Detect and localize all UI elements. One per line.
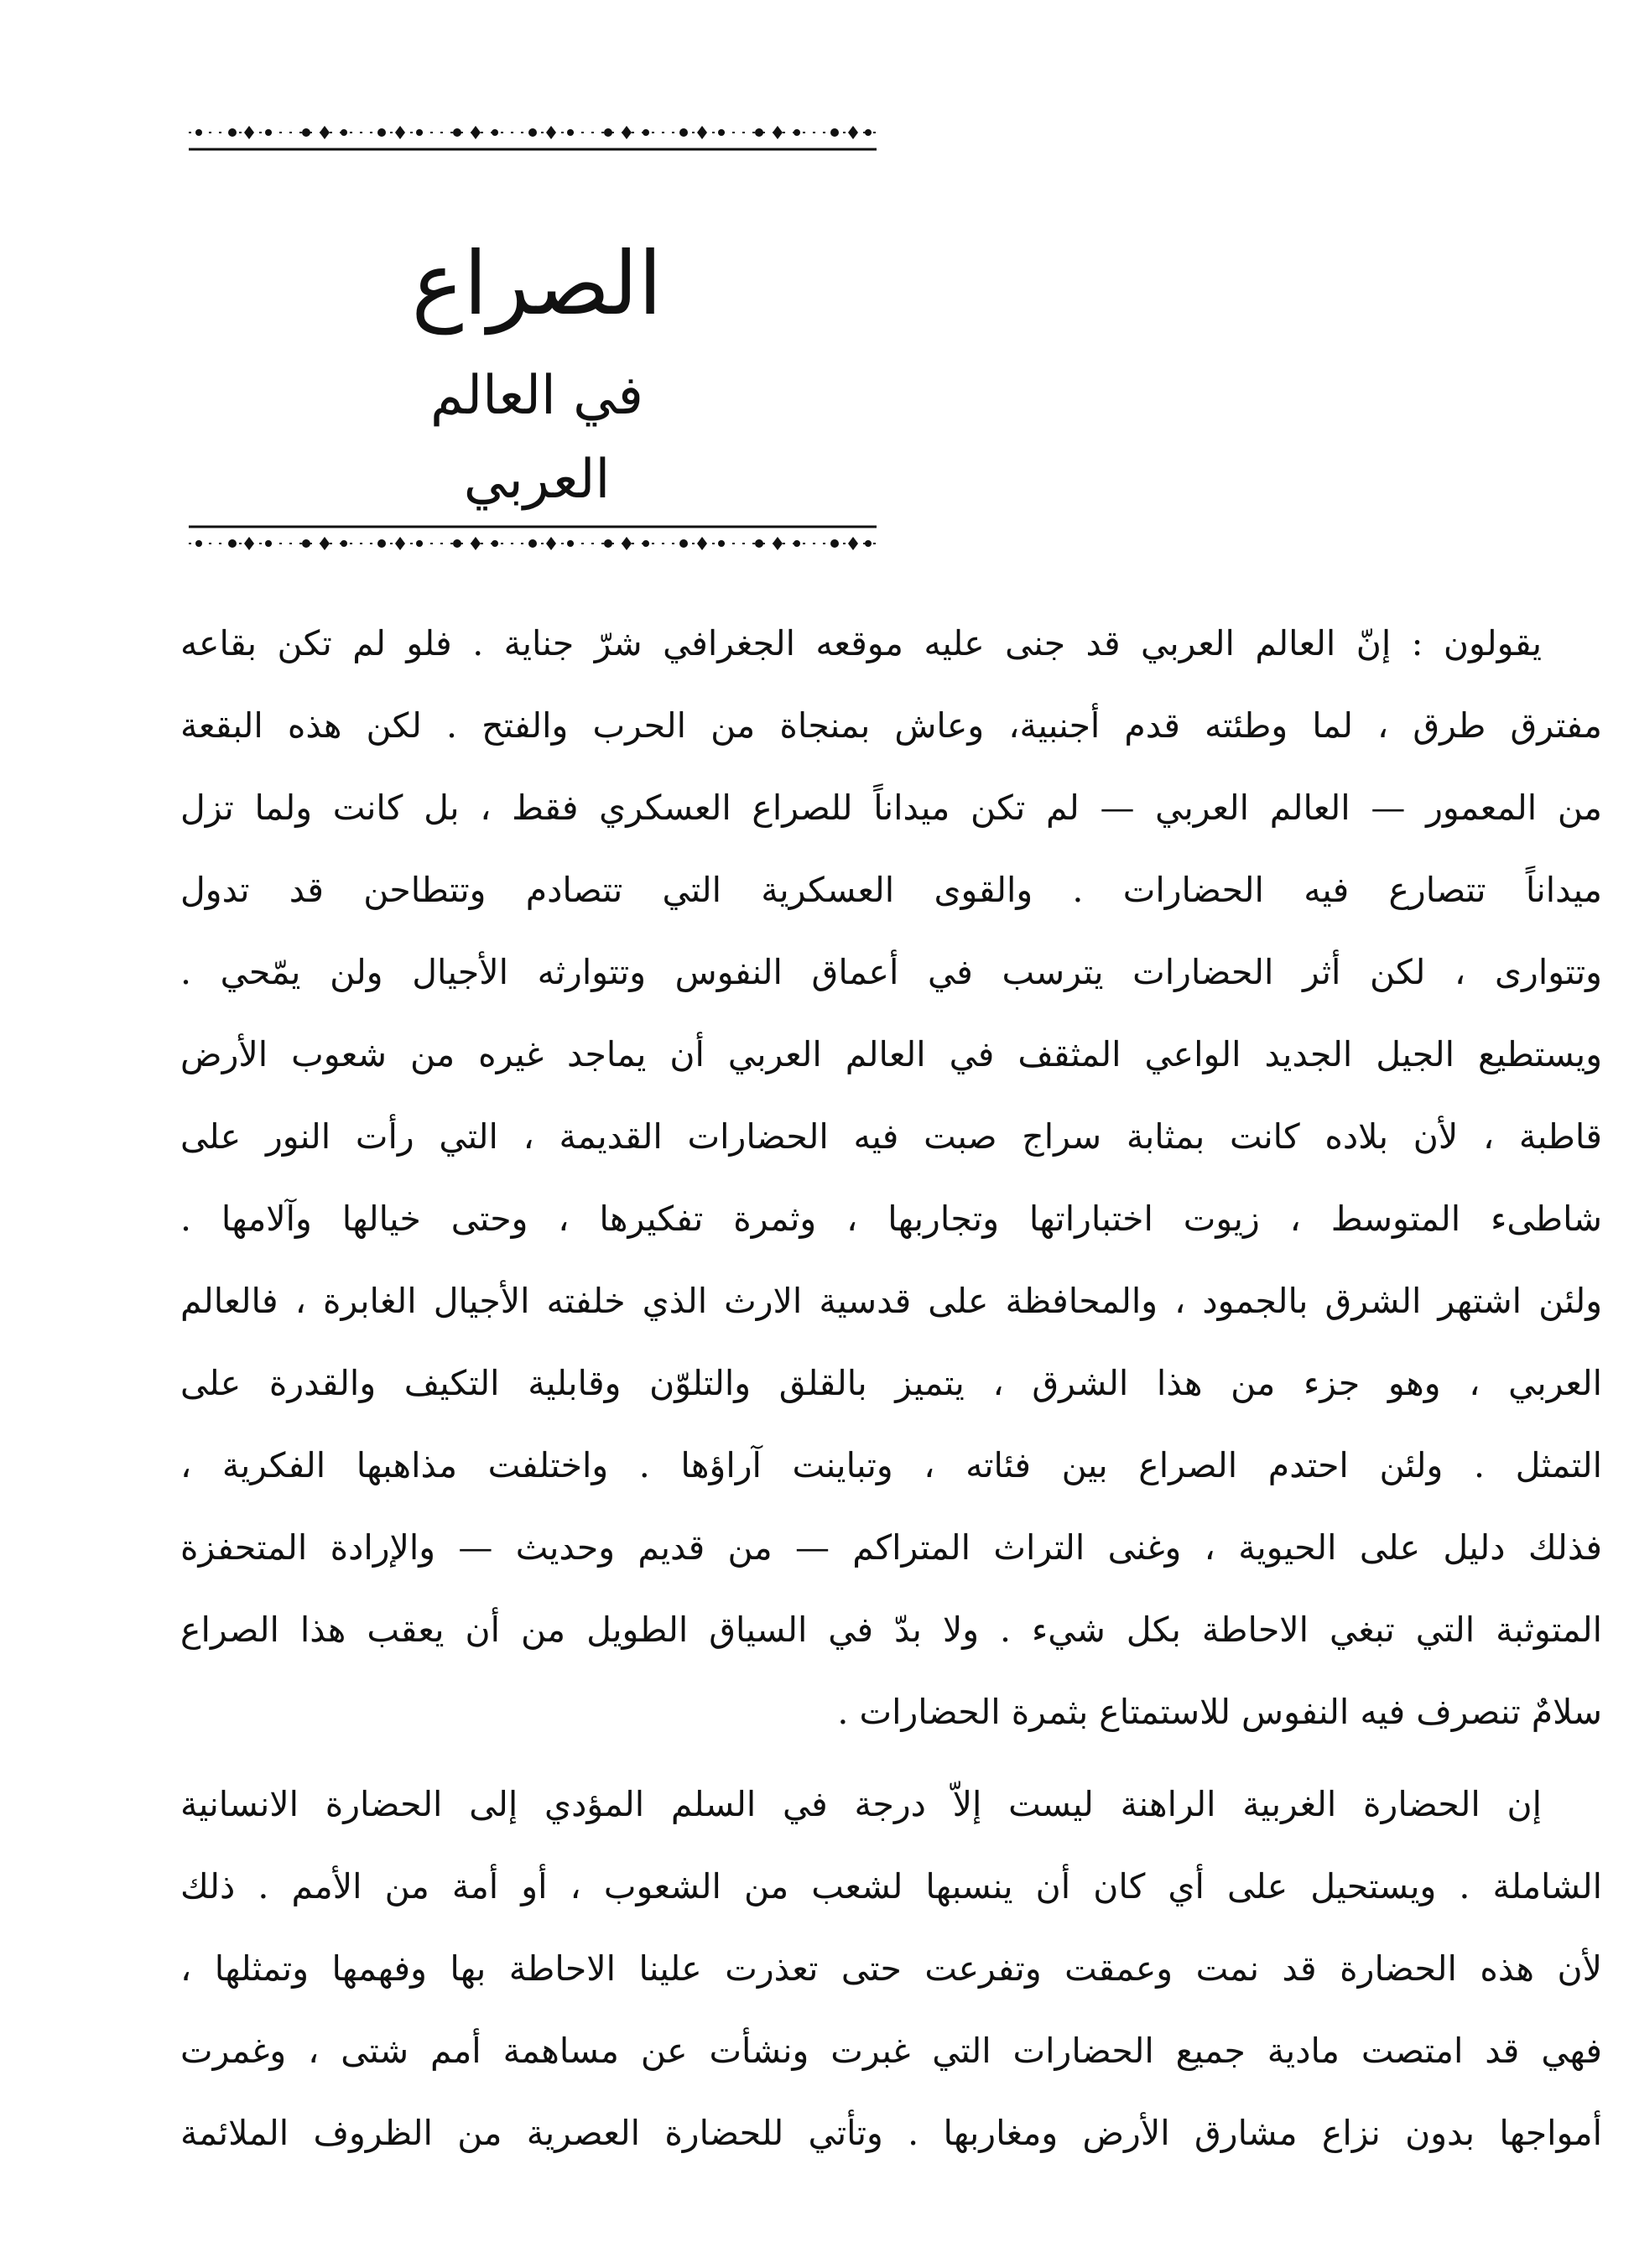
text-line: ويستطيع الجيل الجديد الواعي المثقف في العالم العربي أن يماجد غيره من شعوب الأرض — [180, 1034, 1602, 1074]
text-line: المتوثبة التي تبغي الاحاطة بكل شيء . ولا بدّ في السياق الطويل من أن يعقب هذا الصراع — [180, 1610, 1602, 1650]
paragraph — [180, 602, 1602, 1753]
text-line: ولئن اشتهر الشرق بالجمود ، والمحافظة على قدسية الارث الذي خلفته الأجيال الغابرة ، فالعالم — [180, 1281, 1602, 1321]
body-text — [180, 602, 1602, 2174]
text-line: فذلك دليل على الحيوية ، وغنى التراث المتراكم — من قديم وحديث — والإرادة المتحفزة — [180, 1527, 1602, 1568]
text-line: العربي ، وهو جزء من هذا الشرق ، يتميز بالقلق والتلوّن وقابلية التكيف والقدرة على — [180, 1363, 1602, 1403]
text-line: ميداناً تتصارع فيه الحضارات . والقوى العسكرية التي تتصادم وتتطاحن قد تدول — [180, 870, 1602, 910]
text-line: من المعمور — العالم العربي — لم تكن ميداناً للصراع العسكري فقط ، بل كانت ولما تزل — [180, 788, 1602, 828]
text-line: أمواجها بدون نزاع مشارق الأرض ومغاربها . وتأتي للحضارة العصرية من الظروف الملائمة — [180, 2113, 1602, 2153]
chapter-title: الصراع — [411, 232, 663, 335]
bottom-ornamental-rule — [189, 522, 877, 559]
text-line: يقولون : إنّ العالم العربي قد جنى عليه موقعه الجغرافي شرّ جناية . فلو لم تكن بقاعه — [180, 623, 1542, 663]
text-line: سلامٌ تنصرف فيه النفوس للاستمتاع بثمرة الحضارات . — [837, 1692, 1602, 1732]
text-line: لأن هذه الحضارة قد نمت وعمقت وتفرعت حتى تعذرت علينا الاحاطة بها وفهمها وتمثلها ، — [180, 1948, 1602, 1989]
text-line: التمثل . ولئن احتدم الصراع بين فئاته ، وتباينت آراؤها . واختلفت مذاهبها الفكرية ، — [180, 1445, 1602, 1485]
text-line: مفترق طرق ، لما وطئته قدم أجنبية، وعاش بمنجاة من الحرب والفتح . لكن هذه البقعة — [180, 705, 1602, 746]
text-line: إن الحضارة الغربية الراهنة ليست إلاّ درجة في السلم المؤدي إلى الحضارة الانسانية — [180, 1784, 1542, 1824]
top-ornamental-rule — [189, 117, 877, 154]
paragraph — [180, 1763, 1602, 2174]
text-line: فهي قد امتصت مادية جميع الحضارات التي غبرت ونشأت عن مساهمة أمم شتى ، وغمرت — [180, 2031, 1602, 2071]
text-line: شاطىء المتوسط ، زيوت اختباراتها وتجاربها ، وثمرة تفكيرها ، وحتى خيالها وآلامها . — [180, 1199, 1602, 1239]
text-line: الشاملة . ويستحيل على أي كان أن ينسبها لشعب من الشعوب ، أو أمة من الأمم . ذلك — [180, 1866, 1602, 1906]
text-line: وتتوارى ، لكن أثر الحضارات يترسب في أعماق النفوس وتتوارثه الأجيال ولن يمّحي . — [180, 952, 1602, 992]
chapter-subtitle: في العالم العربي — [429, 365, 644, 511]
text-line: قاطبة ، لأن بلاده كانت بمثابة سراج صبت فيه الحضارات القديمة ، التي رأت النور على — [180, 1116, 1602, 1157]
